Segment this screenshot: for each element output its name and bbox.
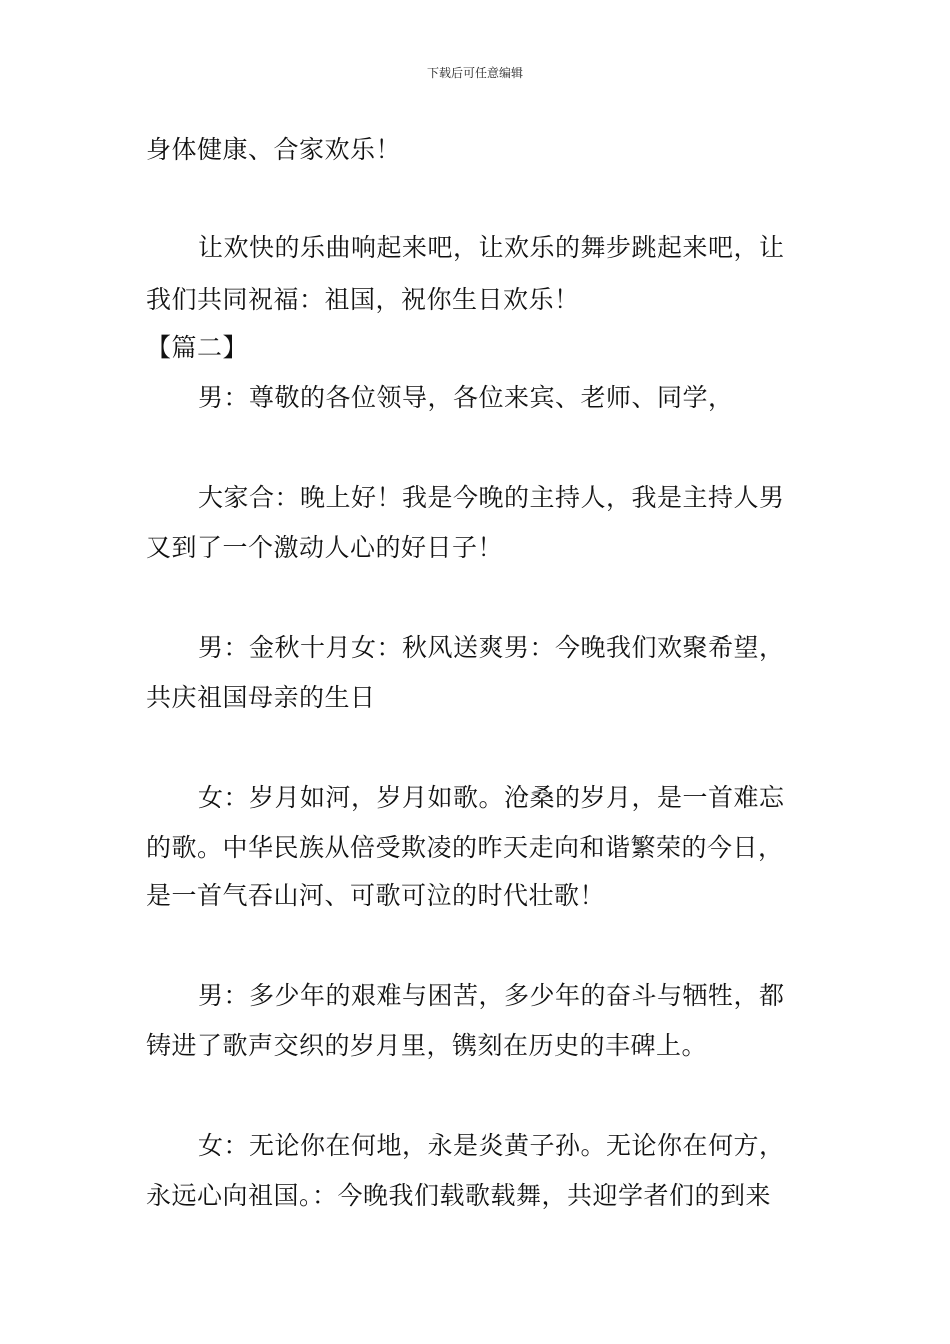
text-line: 男：金秋十月女：秋风送爽男：今晚我们欢聚希望， [198,633,785,662]
text-line: 大家合：晚上好！我是今晚的主持人，我是主持人男 [198,483,785,512]
text-line: 又到了一个激动人心的好日子！ [146,533,504,562]
text-line: 身体健康、合家欢乐！ [146,135,402,164]
text-line: 永远心向祖国。：今晚我们载歌载舞，共迎学者们的到来 [146,1181,772,1210]
text-line: 的歌。中华民族从倍受欺凌的昨天走向和谐繁荣的今日， [146,833,784,862]
section-heading: 【篇二】 [146,333,249,362]
text-line: 男：尊敬的各位领导，各位来宾、老师、同学， [198,383,734,412]
text-line: 男：多少年的艰难与困苦，多少年的奋斗与牺牲，都 [198,981,785,1010]
text-line: 女：无论你在何地，永是炎黄子孙。无论你在何方， [198,1131,785,1160]
text-line: 是一首气吞山河、可歌可泣的时代壮歌！ [146,881,606,910]
page-header: 下载后可任意编辑 [426,66,523,80]
text-line: 让欢快的乐曲响起来吧，让欢乐的舞步跳起来吧，让 [198,233,785,262]
text-line: 铸进了歌声交织的岁月里，镌刻在历史的丰碑上。 [146,1031,708,1060]
text-line: 共庆祖国母亲的生日 [146,683,376,712]
text-line: 我们共同祝福：祖国，祝你生日欢乐！ [146,285,580,314]
text-line: 女：岁月如河，岁月如歌。沧桑的岁月，是一首难忘 [198,783,785,812]
